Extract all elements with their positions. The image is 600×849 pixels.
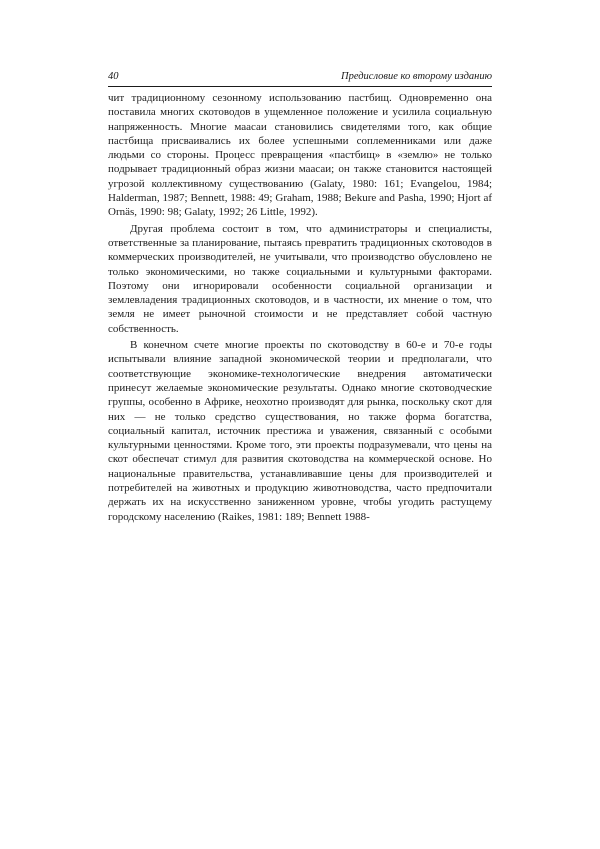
body-text <box>108 91 492 524</box>
running-header <box>108 70 492 87</box>
paragraph-3: В конечном счете многие проекты по скотоводству в 60-е и 70-е годы испытывали влияние западной экономической теории и предполагали, что соответствующие экономике-технологические внедрения автоматически принесут желаемые экономические результаты. Однако многие скотоводческие группы, особенно в Африке, неохотно производят для рынка, поскольку скот для них — не только средство существования, но также форма богатства, социальный капитал, источник престижа и уважения, связанный с особыми культурными ценностями. Кроме того, эти проекты подразумевали, что цены на скот обеспечат стимул для развития скотоводства на коммерческой основе. Но национальные правительства, устанавливавшие цены для производителей и потребителей на животных и продукцию животноводства, часто предпочитали держать их на искусственно заниженном уровне, чтобы угодить растущему городскому населению (Raikes, 1981: 189; Bennett 1988- <box>108 339 492 523</box>
running-title: Предисловие ко второму изданию <box>341 71 492 82</box>
book-page <box>108 70 492 526</box>
paragraph-2: Другая проблема состоит в том, что администраторы и специалисты, ответственные за планирование, пытаясь превратить традиционных скотоводов в коммерческих производителей, не учитывали, что производство обусловлено не только экономическими, но также социальными и культурными факторами. Поэтому они игнорировали особенности социальной организации и землевладения традиционных скотоводов, и в частности, их мнение о том, что земля не имеет рыночной стоимости и не представляет собой частную собственность. <box>108 222 492 335</box>
page-number: 40 <box>108 71 119 82</box>
paragraph-1: чит традиционному сезонному использованию пастбищ. Одновременно она поставила многих скотоводов в ущемленное положение и усилила социальную напряженность. Многие маасаи становились свидетелями того, как общие пастбища присваивались их более успешными соплеменниками или даже людьми со стороны. Процесс превращения «пастбищ» в «землю» не только подрывает традиционный образ жизни маасаи; он также становится настоящей угрозой коллективному существованию (Galaty, 1980: 161; Evangelou, 1984; Halderman, 1987; Bennett, 1988: 49; Graham, 1988; Bekure and Pasha, 1990; Hjort af Ornäs, 1990: 98; Galaty, 1992; 26 Little, 1992). <box>108 92 492 219</box>
